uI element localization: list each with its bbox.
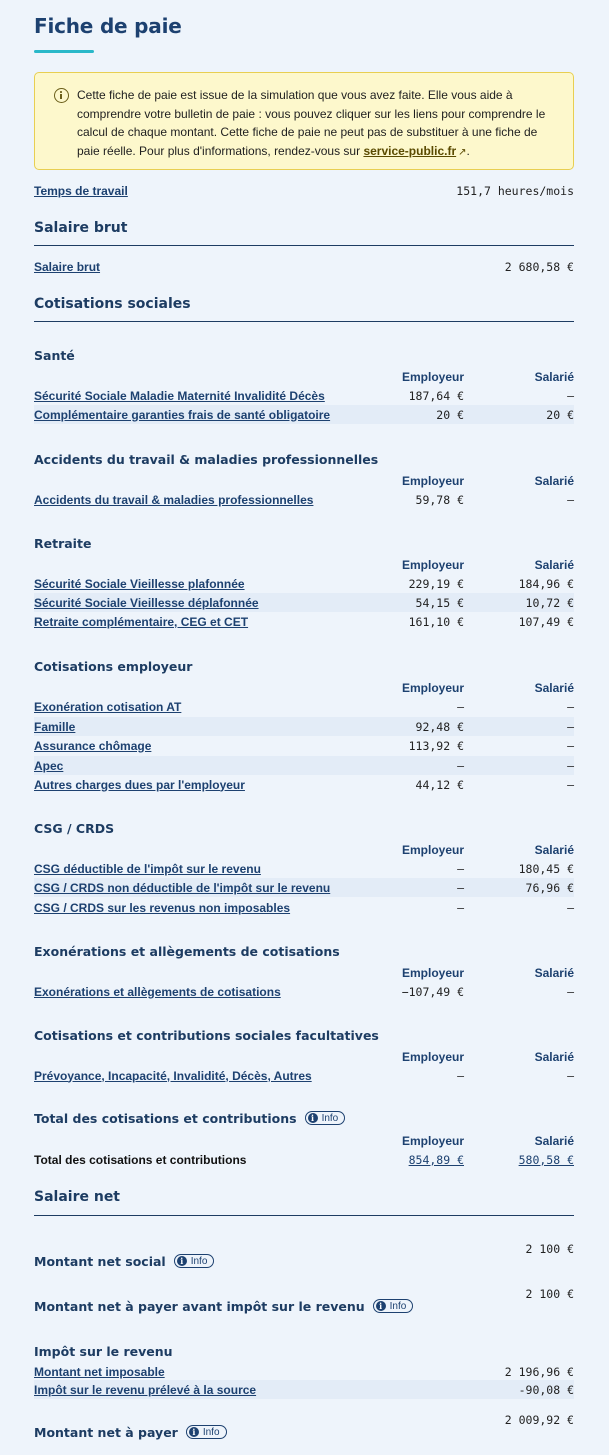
- salarie-value: –: [567, 738, 574, 753]
- cotisation-row: [34, 878, 574, 897]
- section-divider: [34, 245, 574, 246]
- salarie-value: 76,96 €: [525, 880, 574, 895]
- salarie-value: –: [567, 699, 574, 714]
- info-label: Info: [202, 1426, 220, 1438]
- employeur-header: Employeur: [401, 843, 464, 857]
- column-headers: [34, 370, 574, 386]
- net-avant-impot-value: 2 100 €: [525, 1287, 574, 1301]
- employeur-value: –: [457, 861, 464, 876]
- salarie-value: 10,72 €: [525, 595, 574, 610]
- salaire-brut-heading: Salaire brut: [34, 220, 128, 236]
- salarie-header: Salarié: [534, 681, 574, 695]
- net-social-label: Montant net social: [34, 1254, 166, 1269]
- salarie-value: 184,96 €: [518, 576, 574, 591]
- info-icon: i: [376, 1301, 386, 1311]
- employeur-value: 229,19 €: [408, 576, 464, 591]
- column-headers: [34, 966, 574, 982]
- info-button[interactable]: [305, 1111, 346, 1125]
- salaire-net-heading: Salaire net: [34, 1189, 121, 1205]
- net-payer-value: 2 009,92 €: [504, 1413, 574, 1427]
- group-title: Cotisations et contributions sociales facultatives: [34, 1028, 379, 1043]
- cotisation-row: [34, 717, 574, 736]
- title-underline: [34, 50, 94, 53]
- cotisation-row: [34, 756, 574, 775]
- column-headers: [34, 1134, 574, 1150]
- cotisation-row: [34, 490, 574, 509]
- salarie-header: Salarié: [534, 370, 574, 384]
- cotisation-row: [34, 982, 574, 1001]
- cotisation-link[interactable]: Prévoyance, Incapacité, Invalidité, Décès, Autres: [34, 1068, 312, 1083]
- salaire-brut-link[interactable]: Salaire brut: [34, 259, 101, 274]
- external-link-icon: ↗: [458, 146, 467, 158]
- cotisation-row: [34, 386, 574, 405]
- notice-box: [34, 72, 574, 170]
- employeur-value: −107,49 €: [401, 984, 464, 999]
- info-label: Info: [321, 1112, 339, 1124]
- cotisation-link[interactable]: Accidents du travail & maladies professionnelles: [34, 492, 314, 507]
- cotisation-link[interactable]: CSG / CRDS sur les revenus non imposables: [34, 900, 291, 915]
- info-icon: i: [189, 1427, 199, 1437]
- group-title: Retraite: [34, 536, 92, 551]
- cotisation-row: [34, 775, 574, 794]
- info-circle-icon: [54, 88, 69, 103]
- employeur-value: 54,15 €: [415, 595, 464, 610]
- total-title-text: Total des cotisations et contributions: [34, 1111, 297, 1126]
- employeur-value: –: [457, 900, 464, 915]
- employeur-value: 187,64 €: [408, 388, 464, 403]
- cotisation-link[interactable]: Autres charges dues par l'employeur: [34, 777, 245, 792]
- column-headers: [34, 474, 574, 490]
- cotisation-link[interactable]: Sécurité Sociale Vieillesse plafonnée: [34, 576, 245, 591]
- info-button[interactable]: [174, 1254, 215, 1268]
- salarie-header: Salarié: [534, 474, 574, 488]
- net-social-label-row: [34, 1254, 214, 1269]
- cotisation-row: [34, 736, 574, 755]
- info-button[interactable]: [186, 1425, 227, 1439]
- temps-travail-value: 151,7 heures/mois: [456, 183, 574, 198]
- cotisation-row: [34, 859, 574, 878]
- total-title: [34, 1111, 345, 1126]
- salarie-header: Salarié: [534, 1050, 574, 1064]
- net-avant-impot-label: Montant net à payer avant impôt sur le revenu: [34, 1299, 365, 1314]
- service-public-link[interactable]: service-public.fr: [363, 143, 457, 158]
- temps-travail-link[interactable]: Temps de travail: [34, 183, 128, 198]
- employeur-value: –: [457, 758, 464, 773]
- section-divider: [34, 321, 574, 322]
- info-label: Info: [389, 1300, 407, 1312]
- cotisation-link[interactable]: Famille: [34, 719, 76, 734]
- cotisation-link[interactable]: Retraite complémentaire, CEG et CET: [34, 614, 249, 629]
- salarie-header: Salarié: [534, 966, 574, 980]
- group-title: Cotisations employeur: [34, 659, 193, 674]
- column-headers: [34, 681, 574, 697]
- section-divider: [34, 1215, 574, 1216]
- salarie-value: –: [567, 900, 574, 915]
- cotisation-row: [34, 1066, 574, 1085]
- cotisation-row: [34, 574, 574, 593]
- employeur-value: –: [457, 699, 464, 714]
- montant-net-imposable-value: 2 196,96 €: [504, 1364, 574, 1379]
- group-title: Accidents du travail & maladies professionnelles: [34, 452, 379, 467]
- salarie-value: –: [567, 388, 574, 403]
- cotisation-link[interactable]: Apec: [34, 758, 64, 773]
- cotisation-row: [34, 898, 574, 917]
- column-headers: [34, 1050, 574, 1066]
- employeur-value: 92,48 €: [415, 719, 464, 734]
- total-employeur-link[interactable]: 854,89 €: [408, 1152, 464, 1167]
- employeur-header: Employeur: [401, 1050, 464, 1064]
- cotisation-link[interactable]: Sécurité Sociale Maladie Maternité Invalidité Décès: [34, 388, 325, 403]
- cotisation-link[interactable]: Complémentaire garanties frais de santé obligatoire: [34, 407, 331, 422]
- total-salarie-link[interactable]: 580,58 €: [518, 1152, 574, 1167]
- cotisation-link[interactable]: Exonérations et allègements de cotisations: [34, 984, 281, 999]
- cotisation-row: [34, 405, 574, 424]
- cotisation-link[interactable]: Sécurité Sociale Vieillesse déplafonnée: [34, 595, 259, 610]
- impot-title: Impôt sur le revenu: [34, 1344, 173, 1359]
- page-title: Fiche de paie: [34, 14, 182, 38]
- cotisations-heading: Cotisations sociales: [34, 296, 191, 312]
- salaire-brut-row: [34, 257, 574, 276]
- group-title: Exonérations et allègements de cotisations: [34, 944, 340, 959]
- notice-text: Cette fiche de paie est issue de la simulation que vous avez faite. Elle vous aide à comprendre votre bulletin de paie : vous pouvez cliquer sur les liens pour comprendre le calcul de chaque montant. Cette fiche de paie ne peut pas de substituer à une fiche de paie réelle. Pour plus d'informations, rendez-vous sur: [77, 88, 546, 158]
- salaire-brut-value: 2 680,58 €: [504, 259, 574, 274]
- salarie-value: 107,49 €: [518, 614, 574, 629]
- column-headers: [34, 843, 574, 859]
- employeur-value: 161,10 €: [408, 614, 464, 629]
- impot-row: [34, 1362, 574, 1381]
- cotisation-link[interactable]: CSG déductible de l'impôt sur le revenu: [34, 861, 261, 876]
- info-button[interactable]: [373, 1299, 414, 1313]
- column-headers: [34, 558, 574, 574]
- impot-source-value: -90,08 €: [518, 1382, 574, 1397]
- salarie-value: 20 €: [546, 407, 574, 422]
- salarie-value: –: [567, 719, 574, 734]
- net-avant-impot-label-row: [34, 1299, 413, 1314]
- impot-row: [34, 1380, 574, 1399]
- montant-net-imposable-link[interactable]: Montant net imposable: [34, 1364, 165, 1379]
- employeur-value: 44,12 €: [415, 777, 464, 792]
- salarie-header: Salarié: [534, 843, 574, 857]
- temps-travail-row: [34, 181, 574, 200]
- cotisation-row: [34, 697, 574, 716]
- cotisation-row: [34, 593, 574, 612]
- employeur-header: Employeur: [401, 681, 464, 695]
- info-icon: i: [177, 1256, 187, 1266]
- salarie-header: Salarié: [534, 558, 574, 572]
- group-title: Santé: [34, 348, 75, 363]
- salarie-value: 180,45 €: [518, 861, 574, 876]
- total-row: [34, 1150, 574, 1169]
- employeur-header: Employeur: [401, 966, 464, 980]
- salarie-value: –: [567, 758, 574, 773]
- employeur-header: Employeur: [401, 1134, 464, 1148]
- total-label: Total des cotisations et contributions: [34, 1152, 247, 1167]
- employeur-header: Employeur: [401, 370, 464, 384]
- group-title: CSG / CRDS: [34, 821, 115, 836]
- info-icon: i: [308, 1113, 318, 1123]
- cotisation-link[interactable]: Exonération cotisation AT: [34, 699, 182, 714]
- employeur-value: –: [457, 1068, 464, 1083]
- employeur-value: 59,78 €: [415, 492, 464, 507]
- salarie-value: –: [567, 777, 574, 792]
- info-label: Info: [190, 1255, 208, 1267]
- net-payer-label: Montant net à payer: [34, 1425, 178, 1440]
- net-social-value: 2 100 €: [525, 1242, 574, 1256]
- net-payer-label-row: [34, 1425, 227, 1440]
- employeur-value: 20 €: [436, 407, 464, 422]
- notice-end: .: [466, 143, 470, 158]
- employeur-header: Employeur: [401, 474, 464, 488]
- cotisation-link[interactable]: CSG / CRDS non déductible de l'impôt sur le revenu: [34, 880, 331, 895]
- employeur-header: Employeur: [401, 558, 464, 572]
- salarie-value: –: [567, 1068, 574, 1083]
- salarie-header: Salarié: [534, 1134, 574, 1148]
- cotisation-row: [34, 612, 574, 631]
- employeur-value: –: [457, 880, 464, 895]
- cotisation-link[interactable]: Assurance chômage: [34, 738, 152, 753]
- employeur-value: 113,92 €: [408, 738, 464, 753]
- impot-source-link[interactable]: Impôt sur le revenu prélevé à la source: [34, 1382, 257, 1397]
- salarie-value: –: [567, 492, 574, 507]
- salarie-value: –: [567, 984, 574, 999]
